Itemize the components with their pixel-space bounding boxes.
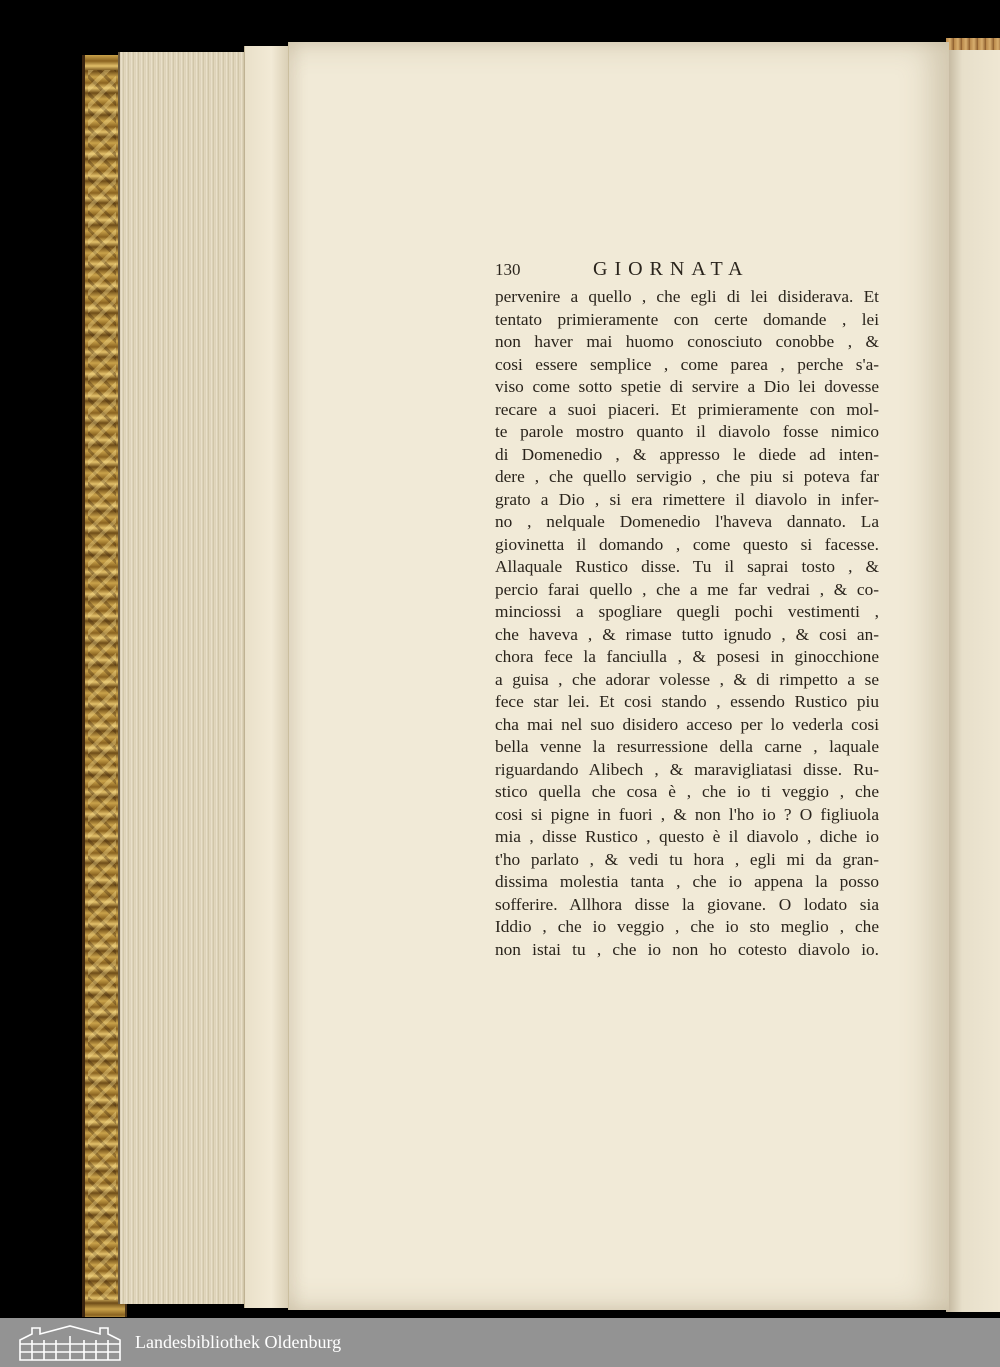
text-line: non istai tu , che io non ho cotesto diavolo io.: [495, 939, 879, 959]
running-head: [495, 258, 879, 286]
text-line: sofferire. Allhora disse la giovane. O lodato sia: [495, 894, 879, 914]
text-line: Iddio , che io veggio , che io sto meglio , che: [495, 917, 879, 936]
footer-banner: [0, 1318, 1000, 1367]
text-line: Allaquale Rustico disse. Tu il saprai tosto , &: [495, 557, 879, 576]
text-line: cha mai nel suo disidero acceso per lo vederla cosi: [495, 714, 879, 734]
footer-label: Landesbibliothek Oldenburg: [135, 1332, 342, 1352]
text-line: t'ho parlato , & vedi tu hora , egli mi da gran-: [495, 849, 879, 869]
text-line: minciossi a spogliare quegli pochi vestimenti ,: [495, 602, 879, 621]
text-line: recare a suoi piaceri. Et primieramente con mol-: [495, 399, 879, 419]
text-line: no , nelquale Domenedio l'haveva dannato. La: [495, 512, 879, 531]
page-edge-shadow: [244, 46, 289, 1308]
text-line: fece star lei. Et cosi stando , essendo Rustico piu: [495, 692, 879, 711]
text-line: mia , disse Rustico , questo è il diavolo , diche io: [495, 827, 879, 846]
library-building-logo: [18, 1324, 122, 1362]
running-head-title: GIORNATA: [593, 258, 750, 280]
text-line: non haver mai huomo conosciuto conobbe , &: [495, 332, 879, 351]
text-line: tentato primieramente con certe domande , lei: [495, 309, 879, 329]
text-line: dere , che quello servigio , che piu si poteva far: [495, 467, 879, 486]
text-line: a guisa , che adorar volesse , & di rimpetto a se: [495, 669, 879, 689]
text-line: bella venne la resurressione della carne , laquale: [495, 737, 879, 756]
text-line: dissima molestia tanta , che io appena la posso: [495, 872, 879, 891]
page-number: 130: [495, 260, 521, 279]
text-line: stico quella che cosa è , che io ti veggio , che: [495, 782, 879, 801]
text-line: grato a Dio , si era rimettere il diavolo in infer-: [495, 489, 879, 509]
text-line: percio farai quello , che a me far vedrai , & co-: [495, 579, 879, 599]
text-line: pervenire a quello , che egli di lei disiderava. Et: [495, 287, 879, 306]
next-page-edge: [946, 50, 1000, 1312]
page-text-block: [495, 258, 879, 961]
text-line: giovinetta il domando , come questo si facesse.: [495, 534, 879, 554]
text-line: chora fece la fanciulla , & posesi in ginocchione: [495, 647, 879, 666]
text-line: te parole mostro quanto il diavolo fosse nimico: [495, 422, 879, 441]
text-line: cosi si pigne in fuori , & non l'ho io ? O figliuola: [495, 804, 879, 824]
text-line: riguardando Alibech , & maravigliatasi disse. Ru-: [495, 759, 879, 779]
text-line: viso come sotto spetie di servire a Dio lei dovesse: [495, 377, 879, 396]
text-line: di Domenedio , & appresso le diede ad inten-: [495, 444, 879, 464]
text-line: cosi essere semplice , come parea , perche s'a-: [495, 354, 879, 374]
text-line: che haveva , & rimase tutto ignudo , & cosi an-: [495, 624, 879, 644]
page-edges: [118, 52, 252, 1304]
body-text: [495, 286, 879, 961]
spine-ornament: [88, 70, 116, 1300]
